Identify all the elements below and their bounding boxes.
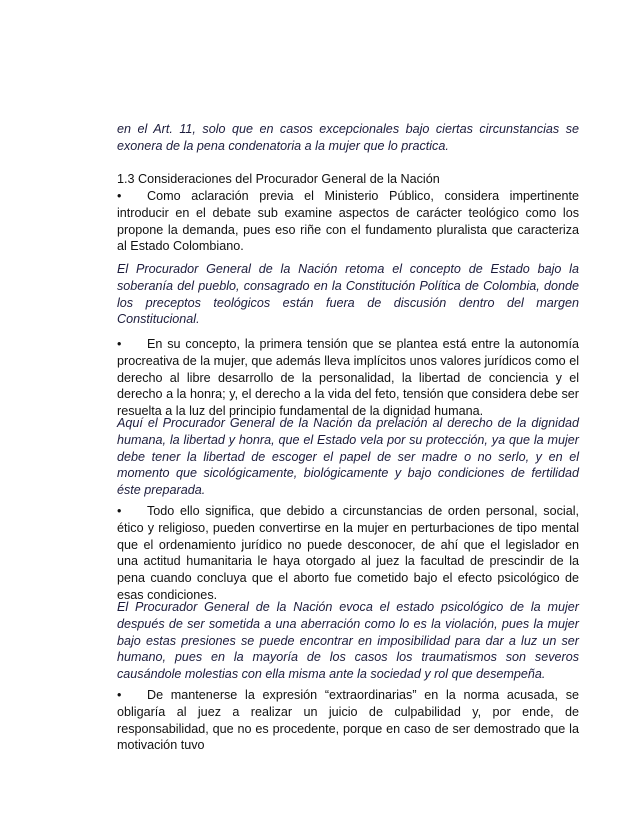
bullet-paragraph-3-text: Todo ello significa, que debido a circunstancias de orden personal, social, ético y religioso, pueden convertirse en la mujer en perturbaciones de tipo mental que el ordenamiento jurídico no puede desconocer, de ahí que el legislador en una actitud humanitaria le haya otorgado al juez la facultad de prescindir de la pena cuando concluya que el aborto fue cometido bajo el efecto psicológico de esas condiciones. (117, 504, 579, 602)
intro-paragraph: en el Art. 11, solo que en casos excepcionales bajo ciertas circunstancias se exonera de la pena condenatoria a la mujer que lo practica. (117, 122, 579, 153)
commentary-paragraph-2: Aquí el Procurador General de la Nación da prelación al derecho de la dignidad humana, la libertad y honra, que el Estado vela por su protección, ya que la mujer debe tener la libertad de escoger el papel de ser madre o no serlo, y en el momento que sicológicamente, biológicamente y bajo condiciones de fertilidad éste preparada. (117, 416, 579, 498)
bullet-paragraph-2 (117, 336, 579, 420)
bullet-paragraph-2-text: En su concepto, la primera tensión que se plantea está entre la autonomía procreativa de la mujer, que además lleva implícitos unos valores jurídicos como el derecho al libre desarrollo de la personalidad, la libertad de conciencia y el derecho a la honra; y, el derecho a la vida del feto, tensión que considera debe ser resuelta a la luz del principio fundamental de la dignidad humana. (117, 337, 579, 419)
commentary-paragraph-3: El Procurador General de la Nación evoca el estado psicológico de la mujer después de ser sometida a una aberración como lo es la violación, pues la mujer bajo estas presiones se puede encontrar en imposibilidad para dar a luz un ser humano, pues en la mayoría de los casos los traumatismos son severos causándole molestias con ella misma ante la sociedad y rol que desempeña. (117, 600, 579, 682)
bullet-paragraph-1-text: Como aclaración previa el Ministerio Público, considera impertinente introducir en el debate sub examine aspectos de carácter teológico como los propone la demanda, pues eso riñe con el fundamento pluralista que caracteriza al Estado Colombiano. (117, 189, 579, 254)
bullet-icon: • (117, 688, 122, 702)
bullet-paragraph-4-text: De mantenerse la expresión “extraordinarias” en la norma acusada, se obligaría al juez a realizar un juicio de culpabilidad y, por ende, de responsabilidad, que no es procedente, porque en caso de ser demostrado que la motivación tuvo (117, 688, 579, 753)
section-heading: 1.3 Consideraciones del Procurador General de la Nación (117, 172, 440, 186)
bullet-paragraph-1 (117, 188, 579, 255)
bullet-paragraph-3 (117, 503, 579, 604)
bullet-icon: • (117, 189, 122, 203)
bullet-paragraph-4 (117, 687, 579, 754)
commentary-paragraph-1: El Procurador General de la Nación retoma el concepto de Estado bajo la soberanía del pueblo, consagrado en la Constitución Política de Colombia, donde los preceptos teológicos están fuera de discusión dentro del margen Constitucional. (117, 262, 579, 327)
bullet-icon: • (117, 504, 122, 518)
bullet-icon: • (117, 337, 122, 351)
